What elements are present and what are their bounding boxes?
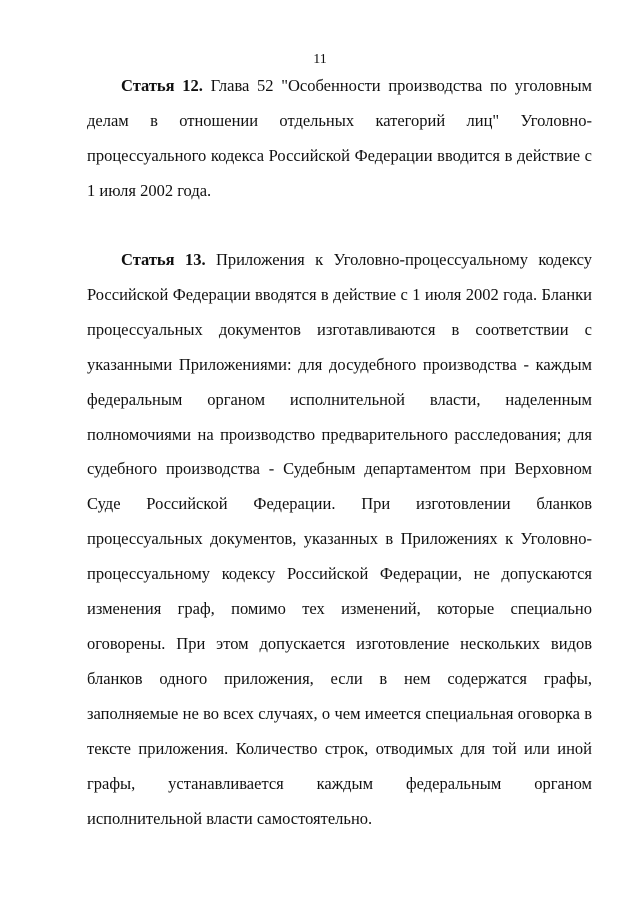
page-number: 11 xyxy=(313,52,327,67)
article-13-text: Приложения к Уголовно-процессуальному кодексу Российской Федерации вводятся в действие с 1 июля 2002 года. Бланки процессуальных документов изготавливаются в соответствии с указанными Приложениями: для досудебного производства - каждым федеральным органом исполнительной власти, наделенным полномочиями на производство предварительного расследования; для судебного производства - Судебным департаментом при Верховном Суде Российской Федерации. При изготовлении бланков процессуальных документов, указанных в Приложениях к Уголовно-процессуальному кодексу Российской Федерации, не допускаются изменения граф, помимо тех изменений, которые специально оговорены. При этом допускается изготовление нескольких видов бланков одного приложения, если в нем содержатся графы, заполняемые не во всех случаях, о чем имеется специальная оговорка в тексте приложения. Количество строк, отводимых для той или иной графы, устанавливается каждым федеральным органом исполнительной власти самостоятельно. xyxy=(87,250,592,828)
article-13 xyxy=(87,243,592,836)
article-12-label: Статья 12. xyxy=(121,76,203,95)
article-12-text: Глава 52 "Особенности производства по уголовным делам в отношении отдельных категорий лиц" Уголовно-процессуального кодекса Российской Федерации вводится в действие с 1 июля 2002 года. xyxy=(87,76,592,200)
article-13-label: Статья 13. xyxy=(121,250,206,269)
article-12 xyxy=(87,69,592,209)
